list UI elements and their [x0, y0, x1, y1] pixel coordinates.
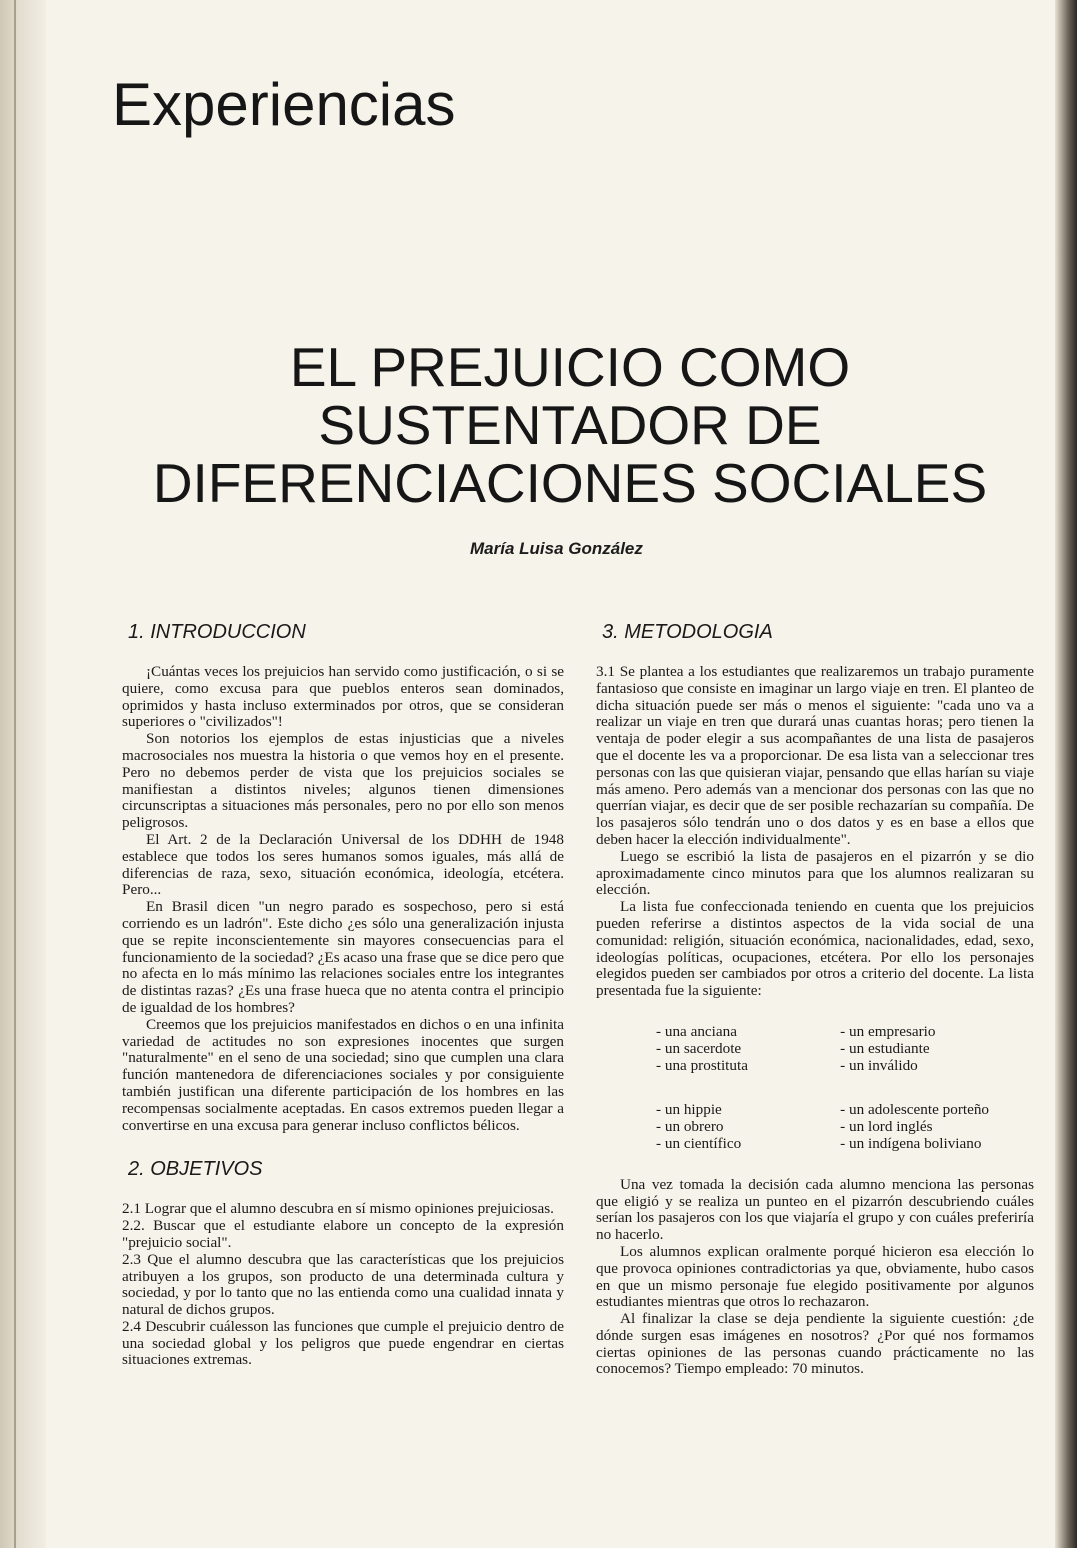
left-column [122, 620, 564, 1369]
methodology-paragraph: La lista fue confeccionada teniendo en cuenta que los prejuicios pueden referirse a distintos aspectos de la vida social de una comunidad: religión, situación económica, nacionalidades, edad, sexo, ideologías políticas, ocupaciones, etcétera. Por ello los personajes elegidos pueden ser cambiados por otros a criterio del docente. La lista presentada fue la siguiente: [596, 898, 1034, 1000]
passenger-item: - un lord inglés [840, 1118, 933, 1136]
passenger-item: - un obrero [656, 1118, 724, 1136]
intro-paragraph: En Brasil dicen "un negro parado es sospechoso, pero si está corriendo es un ladrón". Este dicho ¿es sólo una generalización injusta que se repite inconscientemente sin mayores consecuencias para el funcionamiento de la sociedad? ¿Es acaso una frase que se dice pero que no afecta en lo más mínimo las relaciones sociales entre los integrantes de distintas razas? ¿Es una frase hueca que no atenta contra el principio de igualdad de los hombres? [122, 898, 564, 1016]
page-binding-edge [0, 0, 46, 1548]
title-line: SUSTENTADOR DE [318, 394, 822, 456]
objectives-heading: 2. OBJETIVOS [128, 1158, 263, 1181]
passenger-list-group [596, 1024, 1034, 1074]
intro-heading: 1. INTRODUCCION [128, 621, 306, 643]
passenger-item: - una anciana [656, 1022, 737, 1040]
objective-item: 2.2. Buscar que el estudiante elabore un concepto de la expresión "prejuicio social". [122, 1217, 564, 1251]
methodology-paragraph: Al finalizar la clase se deja pendiente la siguiente cuestión: ¿de dónde surgen esas imágenes en nosotros? ¿Por qué nos formamos ciertas opiniones de las personas cuando prácticamente no las conocemos? Tiempo empleado: 70 minutos. [596, 1310, 1034, 1378]
intro-paragraph: ¡Cuántas veces los prejuicios han servido como justificación, o si se quiere, como excusa para que pueblos enteros sean dominados, oprimidos y hasta incluso exterminados por otros, que se consideran superiores o "civilizados"! [122, 663, 564, 731]
title-line: EL PREJUICIO COMO [289, 336, 851, 398]
methodology-paragraph: Luego se escribió la lista de pasajeros en el pizarrón y se dio aproximadamente cinco minutos para que los alumnos realizaran su elección. [596, 847, 1034, 899]
author-name: María Luisa González [470, 539, 643, 558]
methodology-paragraph: Los alumnos explican oralmente porqué hicieron esa elección lo que provoca opiniones contradictorias ya que, obviamente, hubo casos en que un mismo personaje fue elegido positivamente por algunos estudiantes mientras que otros lo rechazaron. [596, 1242, 1034, 1311]
page-shadow-edge [1055, 0, 1077, 1548]
intro-paragraph: El Art. 2 de la Declaración Universal de los DDHH de 1948 establece que todos los seres humanos somos iguales, más allá de diferencias de raza, sexo, situación económica, ideología, etcétera. Pero... [122, 830, 564, 899]
title-line: DIFERENCIACIONES SOCIALES [152, 452, 988, 514]
intro-paragraph: Son notorios los ejemplos de estas injusticias que a niveles macrosociales nos muestra la historia o que vemos hoy en el presente. Pero no debemos perder de vista que los prejuicios sociales se manifiestan a distintos niveles; algunos tienen dimensiones circunscriptas a situaciones más personales, pero no por ello son menos peligrosos. [122, 730, 564, 832]
objective-item: 2.1 Lograr que el alumno descubra en sí mismo opiniones prejuiciosas. [122, 1200, 554, 1218]
methodology-paragraph: 3.1 Se plantea a los estudiantes que realizaremos un trabajo puramente fantasioso que consiste en imaginar un largo viaje en tren. El planteo de dicha situación puede ser más o menos el siguiente: "cada uno va a realizar un viaje en tren que durará unas cuantas horas; pero tienen la ventaja de poder elegir a sus acompañantes de una lista de pasajeros que el docente les va a proporcionar. De esa lista van a seleccionar tres personas con las que quisieran viajar, pensando que ellas harían su viaje más ameno. Pero además van a mencionar dos personas con las que no querrían viajar, es decir que de ser posible rechazarían su compañía. De los pasajeros sólo tendrán uno o dos datos y es en base a ellos que deben hacer la elección individualmente". [596, 663, 1034, 848]
passenger-item: - un indígena boliviano [840, 1134, 982, 1152]
passenger-item: - un inválido [840, 1056, 918, 1074]
objective-item: 2.3 Que el alumno descubra que las características que los prejuicios atribuyen a los grupos, son producto de una determinada cultura y sociedad, y por lo tanto que no las entienda como una cualidad innata y natural de dichos grupos. [122, 1250, 564, 1319]
methodology-paragraph: Una vez tomada la decisión cada alumno menciona las personas que eligió y se realiza un punteo en el pizarrón descubriendo cuáles serían los pasajeros con los que viajaría el grupo y con cuáles preferiría no hacerlo. [596, 1175, 1034, 1244]
objective-item: 2.4 Descubrir cuálesson las funciones que cumple el prejuicio dentro de una sociedad global y los peligros que puede engendrar en ciertas situaciones extremas. [122, 1317, 564, 1369]
passenger-item: - un científico [656, 1134, 742, 1152]
passenger-item: - una prostituta [656, 1056, 748, 1074]
passenger-item: - un empresario [840, 1022, 936, 1040]
passenger-list-left [596, 1024, 840, 1074]
article-title [100, 338, 1040, 512]
right-column [596, 620, 1034, 1378]
methodology-heading: 3. METODOLOGIA [602, 621, 773, 643]
intro-paragraph: Creemos que los prejuicios manifestados en dichos o en una infinita variedad de actitudes no son expresiones inocentes que surgen "naturalmente" en el seno de una sociedad; sino que cumplen una clara función mantenedora de diferenciaciones sociales y por consiguiente también justifican una diferente participación de los hombres en las recompensas socialmente aceptadas. En casos extremos pueden llegar a convertirse en una excusa para generar incluso conflictos bélicos. [122, 1015, 564, 1134]
passenger-list-left [596, 1102, 840, 1152]
passenger-list-group [596, 1102, 1034, 1152]
passenger-item: - un hippie [656, 1101, 722, 1119]
section-tag: Experiencias [112, 71, 456, 138]
passenger-item: - un adolescente porteño [840, 1101, 990, 1119]
passenger-list-right [840, 1102, 1034, 1152]
passenger-item: - un sacerdote [656, 1039, 742, 1057]
passenger-item: - un estudiante [840, 1039, 930, 1057]
passenger-list-right [840, 1024, 1034, 1074]
